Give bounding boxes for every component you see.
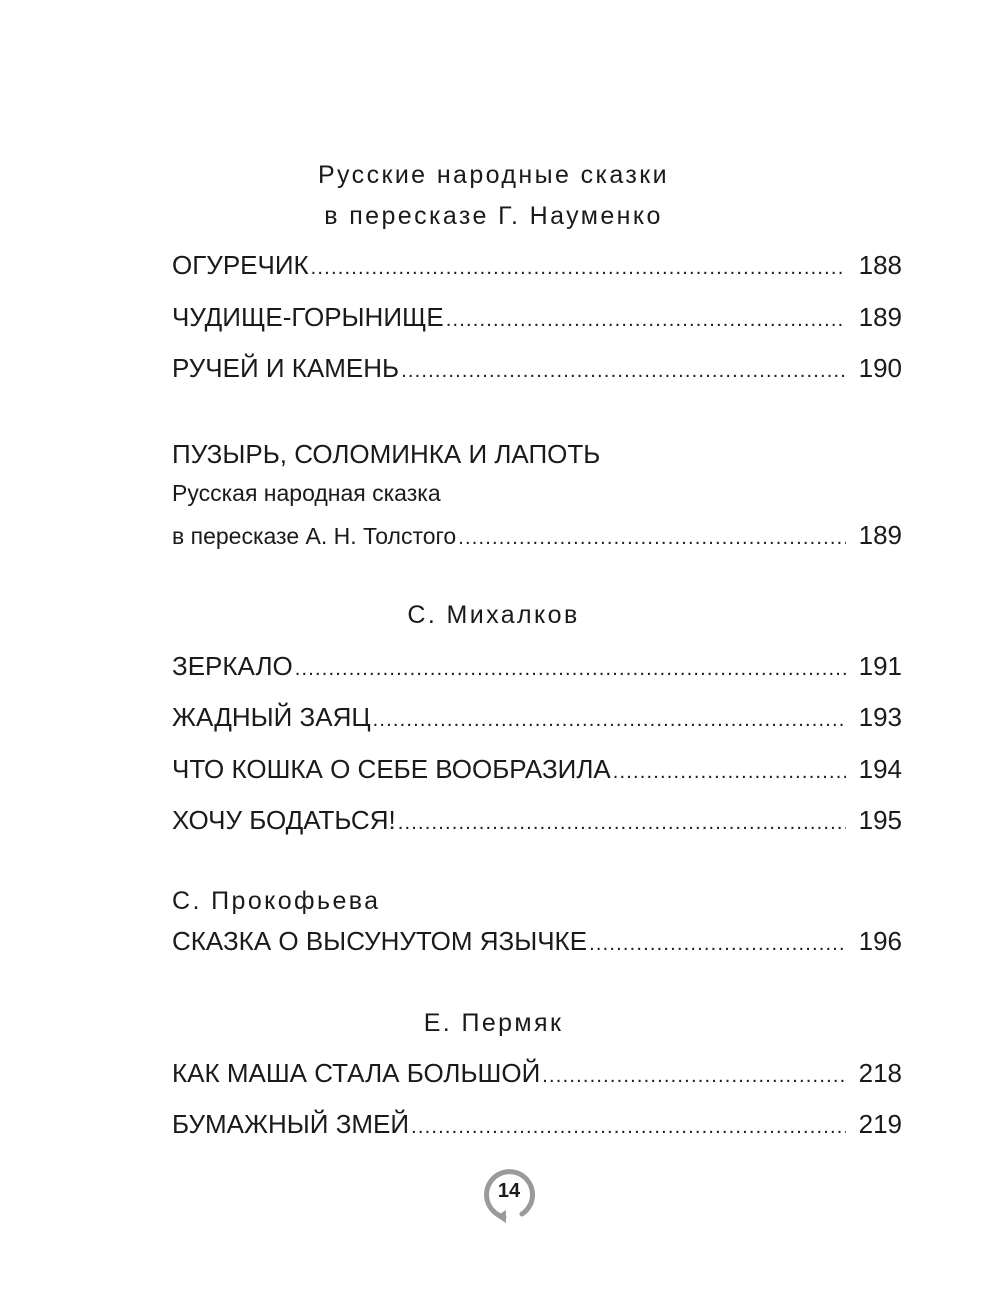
dot-leader <box>401 361 846 381</box>
entry-page: 191 <box>858 651 902 681</box>
toc-entry[interactable] <box>172 807 902 833</box>
toc-entry-title[interactable]: ПУЗЫРЬ, СОЛОМИНКА И ЛАПОТЬ <box>172 439 601 469</box>
dot-leader <box>589 934 846 954</box>
entry-page: 190 <box>858 353 902 383</box>
dot-leader <box>446 310 846 330</box>
toc-entry[interactable] <box>172 1111 902 1137</box>
entry-title: СКАЗКА О ВЫСУНУТОМ ЯЗЫЧКЕ <box>172 926 588 956</box>
entry-title: ЧУДИЩЕ-ГОРЫНИЩЕ <box>172 302 444 332</box>
toc-entry[interactable] <box>172 928 902 954</box>
dot-leader <box>411 1117 846 1137</box>
toc-entry[interactable] <box>172 252 902 278</box>
entry-title: РУЧЕЙ И КАМЕНЬ <box>172 353 400 383</box>
entry-title: ХОЧУ БОДАТЬСЯ! <box>172 805 396 835</box>
toc-entry[interactable] <box>172 522 902 548</box>
entry-page: 218 <box>858 1058 902 1088</box>
page-number-badge <box>482 1166 536 1224</box>
dot-leader <box>295 659 846 679</box>
entry-page: 189 <box>858 302 902 332</box>
toc-entry-subtitle: Русская народная сказка <box>172 480 441 506</box>
page-number: 14 <box>497 1180 521 1202</box>
entry-subtitle: в пересказе А. Н. Толстого <box>172 523 457 549</box>
entry-page: 196 <box>858 926 902 956</box>
section-heading-line2: в пересказе Г. Науменко <box>324 202 663 230</box>
entry-title: ЖАДНЫЙ ЗАЯЦ <box>172 702 371 732</box>
dot-leader <box>373 710 846 730</box>
toc-entry[interactable] <box>172 756 902 782</box>
toc-entry[interactable] <box>172 704 902 730</box>
dot-leader <box>398 813 846 833</box>
toc-entry[interactable] <box>172 304 902 330</box>
entry-title: ОГУРЕЧИК <box>172 250 309 280</box>
entry-page: 219 <box>858 1109 902 1139</box>
dot-leader <box>542 1066 846 1086</box>
entry-page: 193 <box>858 702 902 732</box>
entry-title: ЧТО КОШКА О СЕБЕ ВООБРАЗИЛА <box>172 754 611 784</box>
dot-leader <box>458 528 846 548</box>
dot-leader <box>311 258 846 278</box>
section-heading: Русские народные сказки <box>317 161 669 189</box>
toc-entry[interactable] <box>172 355 902 381</box>
entry-page: 189 <box>858 520 902 550</box>
author-heading: С. Прокофьева <box>172 887 381 915</box>
dot-leader <box>613 762 846 782</box>
author-heading: Е. Пермяк <box>423 1009 564 1037</box>
toc-entry[interactable] <box>172 653 902 679</box>
entry-page: 188 <box>858 250 902 280</box>
author-heading: С. Михалков <box>407 601 580 629</box>
entry-title: ЗЕРКАЛО <box>172 651 293 681</box>
entry-title: КАК МАША СТАЛА БОЛЬШОЙ <box>172 1058 541 1088</box>
toc-entry[interactable] <box>172 1060 902 1086</box>
entry-title: БУМАЖНЫЙ ЗМЕЙ <box>172 1109 410 1139</box>
entry-page: 195 <box>858 805 902 835</box>
entry-page: 194 <box>858 754 902 784</box>
